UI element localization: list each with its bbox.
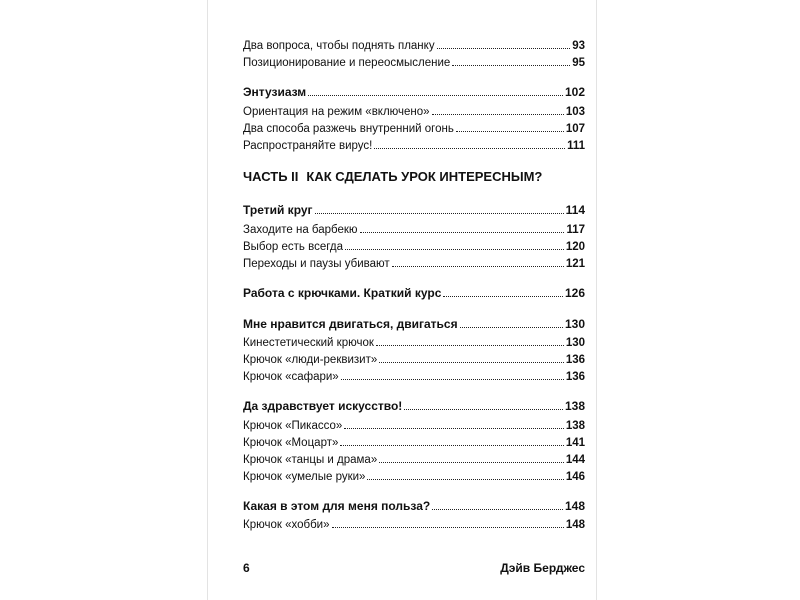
toc-chapter-art — [243, 398, 585, 414]
toc-chapter-hooks — [243, 285, 585, 301]
dot-leader — [344, 428, 564, 429]
dot-leader — [345, 249, 564, 250]
toc-chapter-title: Мне нравится двигаться, двигаться — [243, 317, 458, 331]
dot-leader — [340, 445, 563, 446]
toc-entry-title: Крючок «хобби» — [243, 519, 330, 531]
dot-leader — [374, 148, 565, 149]
toc-entry-title: Ориентация на режим «включено» — [243, 106, 430, 118]
toc-entry-page: 95 — [572, 57, 585, 69]
toc-entry-title: Распространяйте вирус! — [243, 140, 373, 152]
dot-leader — [437, 48, 571, 49]
toc-entry — [243, 239, 585, 255]
toc-chapter-title: Да здравствует искусство! — [243, 399, 403, 413]
page-number: 6 — [243, 561, 250, 575]
toc-chapter-page: 138 — [564, 399, 585, 413]
toc-entry-page: 93 — [572, 40, 585, 52]
dot-leader — [376, 345, 564, 346]
dot-leader — [404, 409, 563, 410]
toc-chapter-page: 130 — [564, 317, 585, 331]
running-footer-author: Дэйв Берджес — [500, 561, 585, 575]
toc-chapter-enthusiasm — [243, 84, 585, 100]
toc-entry-title: Кинестетический крючок — [243, 337, 374, 349]
toc-entry-title: Крючок «Пикассо» — [243, 420, 343, 432]
part-title: КАК СДЕЛАТЬ УРОК ИНТЕРЕСНЫМ? — [306, 169, 543, 184]
toc-chapter-title: Работа с крючками. Краткий курс — [243, 286, 442, 300]
toc-entry-title: Крючок «сафари» — [243, 371, 339, 383]
toc-entry-page: 120 — [565, 241, 585, 253]
toc-chapter-page: 148 — [564, 499, 585, 513]
toc-entry — [243, 104, 585, 120]
toc-entry-title: Выбор есть всегда — [243, 241, 344, 253]
toc-entry-page: 111 — [567, 140, 585, 152]
toc-chapter-title: Энтузиазм — [243, 85, 307, 99]
toc-entry — [243, 517, 585, 533]
toc-chapter-third-circle — [243, 202, 585, 218]
dot-leader — [456, 131, 564, 132]
toc-entry — [243, 469, 585, 485]
toc-chapter-title: Какая в этом для меня польза? — [243, 499, 431, 513]
toc-entry-title: Крючок «танцы и драма» — [243, 454, 378, 466]
toc-chapter-move — [243, 316, 585, 332]
toc-entry-title: Крючок «Моцарт» — [243, 437, 339, 449]
toc-entry — [243, 256, 585, 272]
part-label: ЧАСТЬ II — [243, 169, 299, 184]
toc-entry — [243, 121, 585, 137]
dot-leader — [460, 327, 563, 328]
dot-leader — [452, 65, 570, 66]
dot-leader — [443, 296, 563, 297]
toc-chapter-page: 102 — [564, 85, 585, 99]
toc-entry-page: 136 — [565, 354, 585, 366]
toc-entry — [243, 38, 585, 54]
toc-entry-title: Крючок «умелые руки» — [243, 471, 366, 483]
dot-leader — [432, 114, 564, 115]
toc-entry-title: Два вопроса, чтобы поднять планку — [243, 40, 435, 52]
dot-leader — [379, 362, 564, 363]
dot-leader — [367, 479, 563, 480]
toc-entry-page: 130 — [565, 337, 585, 349]
toc-entry — [243, 435, 585, 451]
toc-entry — [243, 418, 585, 434]
toc-entry-page: 141 — [565, 437, 585, 449]
toc-entry — [243, 452, 585, 468]
dot-leader — [379, 462, 564, 463]
toc-chapter-benefit — [243, 498, 585, 514]
toc-entry-title: Переходы и паузы убивают — [243, 258, 390, 270]
dot-leader — [360, 232, 565, 233]
dot-leader — [332, 527, 564, 528]
toc-entry-page: 144 — [565, 454, 585, 466]
toc-entry — [243, 352, 585, 368]
toc-entry-title: Заходите на барбекю — [243, 224, 358, 236]
toc-entry-page: 136 — [565, 371, 585, 383]
dot-leader — [308, 95, 563, 96]
toc-entry-title: Два способа разжечь внутренний огонь — [243, 123, 454, 135]
toc-entry — [243, 335, 585, 351]
toc-chapter-page: 126 — [564, 286, 585, 300]
toc-entry — [243, 222, 585, 238]
toc-entry — [243, 138, 585, 154]
toc-entry-page: 103 — [565, 106, 585, 118]
toc-entry-page: 146 — [565, 471, 585, 483]
toc-entry-page: 148 — [565, 519, 585, 531]
toc-entry-page: 117 — [566, 224, 585, 236]
dot-leader — [341, 379, 564, 380]
toc-entry-page: 107 — [565, 123, 585, 135]
toc-entry — [243, 369, 585, 385]
toc-entry — [243, 55, 585, 71]
dot-leader — [315, 213, 564, 214]
toc-entry-page: 121 — [565, 258, 585, 270]
toc-chapter-page: 114 — [565, 203, 585, 217]
dot-leader — [432, 509, 563, 510]
toc-entry-title: Крючок «люди-реквизит» — [243, 354, 378, 366]
dot-leader — [392, 266, 564, 267]
toc-part-heading — [243, 168, 542, 186]
toc-entry-title: Позиционирование и переосмысление — [243, 57, 451, 69]
toc-chapter-title: Третий круг — [243, 203, 313, 217]
toc-entry-page: 138 — [565, 420, 585, 432]
